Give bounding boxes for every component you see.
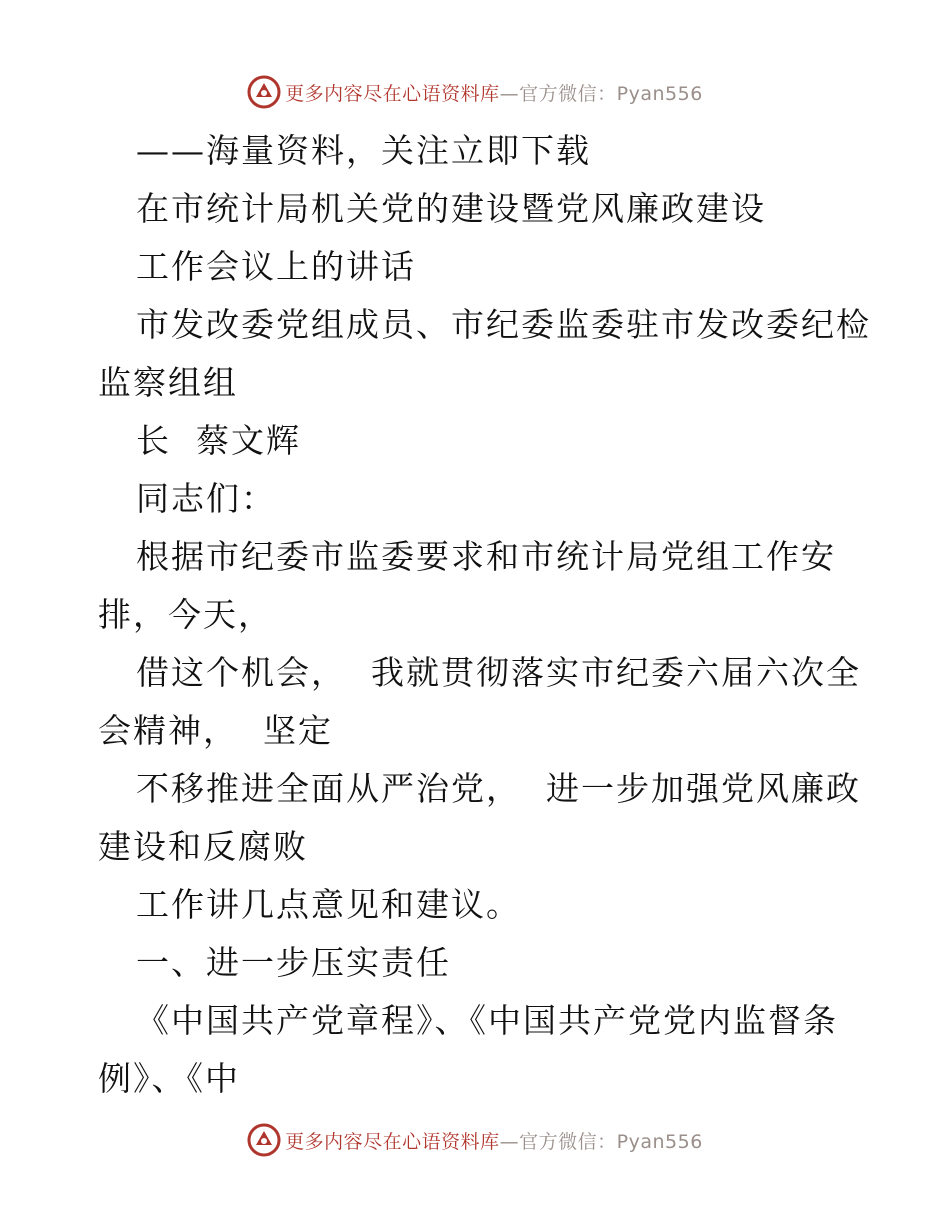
document-line: 建设和反腐败	[98, 827, 308, 866]
document-line: 借这个机会， 我就贯彻落实市纪委六届六次全	[136, 653, 861, 692]
document-title-line-2: 工作会议上的讲话	[136, 247, 416, 286]
watermark-suffix: 官方微信：Pyan556	[519, 1130, 703, 1153]
watermark-brand: 更多内容尽在心语资料库	[285, 82, 500, 105]
watermark-brand: 更多内容尽在心语资料库	[285, 1130, 500, 1153]
document-line: 不移推进全面从严治党， 进一步加强党风廉政	[136, 769, 861, 808]
footer-watermark	[0, 1120, 950, 1160]
speaker-line-1: 市发改委党组成员、市纪委监委驻市发改委纪检	[136, 305, 871, 344]
watermark-text	[285, 1127, 703, 1154]
salutation: 同志们：	[136, 479, 276, 518]
document-title-line-1: 在市统计局机关党的建设暨党风廉政建设	[136, 189, 766, 228]
speaker-line-2: 监察组组	[98, 363, 238, 402]
document-line: 《中国共产党章程》、《中国共产党党内监督条	[136, 1001, 838, 1040]
header-watermark	[0, 72, 950, 112]
document-line: 根据市纪委市监委要求和市统计局党组工作安	[136, 537, 836, 576]
section-heading: 一、进一步压实责任	[136, 943, 451, 982]
document-line: 工作讲几点意见和建议。	[136, 885, 521, 924]
speaker-name: 长 蔡文辉	[136, 421, 301, 460]
document-line: 会精神， 坚定	[98, 711, 333, 750]
watermark-separator: —	[499, 1130, 520, 1153]
document-line: ——海量资料，关注立即下载	[136, 131, 591, 170]
red-seal-logo-icon	[247, 75, 281, 109]
document-line: 例》、《中	[98, 1059, 240, 1098]
document-body	[98, 122, 871, 1108]
red-seal-logo-icon	[247, 1123, 281, 1157]
watermark-text	[285, 79, 703, 106]
watermark-separator: —	[499, 82, 520, 105]
document-line: 排，今天，	[98, 595, 273, 634]
watermark-suffix: 官方微信：Pyan556	[519, 82, 703, 105]
